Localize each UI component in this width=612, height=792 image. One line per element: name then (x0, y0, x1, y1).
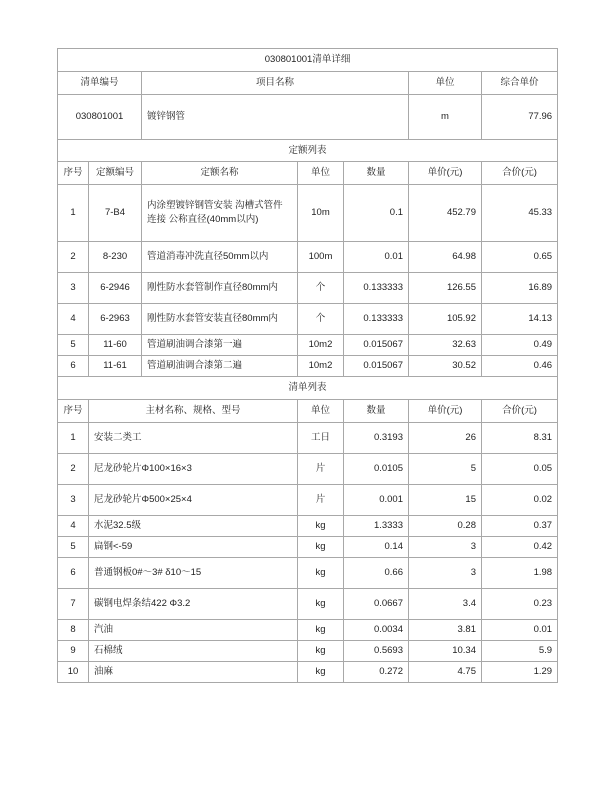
table-row (58, 185, 558, 242)
material-no: 3 (58, 484, 89, 515)
column-header-quota-qty: 数量 (344, 162, 409, 185)
material-no: 6 (58, 557, 89, 588)
quota-price: 105.92 (409, 304, 482, 335)
quota-qty: 0.015067 (344, 335, 409, 356)
material-name: 尼龙砂轮片Φ100×16×3 (89, 453, 298, 484)
table-row (58, 304, 558, 335)
quota-qty: 0.133333 (344, 273, 409, 304)
quota-total: 0.46 (482, 356, 558, 377)
material-no: 7 (58, 588, 89, 619)
material-no: 4 (58, 515, 89, 536)
column-header-quota-no: 序号 (58, 162, 89, 185)
quota-qty: 0.01 (344, 242, 409, 273)
material-name: 油麻 (89, 661, 298, 682)
quota-price: 452.79 (409, 185, 482, 242)
quota-section-banner: 定额列表 (58, 139, 558, 162)
material-name: 尼龙砂轮片Φ500×25×4 (89, 484, 298, 515)
quota-code: 11-60 (89, 335, 142, 356)
quota-unit: 10m2 (298, 356, 344, 377)
material-price: 3 (409, 536, 482, 557)
material-name: 普通钢板0#～3# δ10～15 (89, 557, 298, 588)
material-no: 5 (58, 536, 89, 557)
quota-unit: 100m (298, 242, 344, 273)
material-price: 5 (409, 453, 482, 484)
quota-unit: 个 (298, 304, 344, 335)
material-unit: kg (298, 661, 344, 682)
quota-no: 2 (58, 242, 89, 273)
material-price: 26 (409, 422, 482, 453)
material-name: 安装二类工 (89, 422, 298, 453)
quota-code: 11-61 (89, 356, 142, 377)
quota-code: 6-2946 (89, 273, 142, 304)
material-total: 0.23 (482, 588, 558, 619)
material-unit: kg (298, 515, 344, 536)
material-total: 0.02 (482, 484, 558, 515)
quota-code: 7-B4 (89, 185, 142, 242)
material-qty: 0.3193 (344, 422, 409, 453)
bill-item-name-value: 镀锌钢管 (142, 94, 409, 139)
bill-header-row (58, 94, 558, 139)
quota-price: 64.98 (409, 242, 482, 273)
material-total: 0.01 (482, 619, 558, 640)
material-total: 0.37 (482, 515, 558, 536)
column-header-bill-code: 清单编号 (58, 71, 142, 94)
quota-section-banner-row (58, 139, 558, 162)
quota-name: 刚性防水套管安装直径80mm内 (142, 304, 298, 335)
bill-header-columns (58, 71, 558, 94)
column-header-quota-name: 定额名称 (142, 162, 298, 185)
material-no: 1 (58, 422, 89, 453)
column-header-quota-unit: 单位 (298, 162, 344, 185)
material-qty: 0.66 (344, 557, 409, 588)
material-name: 汽油 (89, 619, 298, 640)
quota-code: 8-230 (89, 242, 142, 273)
quota-no: 1 (58, 185, 89, 242)
column-header-material-price: 单价(元) (409, 399, 482, 422)
material-no: 9 (58, 640, 89, 661)
column-header-quota-price: 单价(元) (409, 162, 482, 185)
column-header-comprehensive-price: 综合单价 (482, 71, 558, 94)
material-column-headers (58, 399, 558, 422)
bill-detail-table (57, 48, 558, 683)
column-header-material-unit: 单位 (298, 399, 344, 422)
bill-unit-price-value: 77.96 (482, 94, 558, 139)
quota-qty: 0.1 (344, 185, 409, 242)
material-unit: 片 (298, 453, 344, 484)
table-row (58, 453, 558, 484)
material-name: 碳钢电焊条结422 Φ3.2 (89, 588, 298, 619)
material-price: 3.4 (409, 588, 482, 619)
column-header-unit: 单位 (409, 71, 482, 94)
quota-price: 126.55 (409, 273, 482, 304)
quota-no: 5 (58, 335, 89, 356)
material-total: 8.31 (482, 422, 558, 453)
material-name: 扁钢<-59 (89, 536, 298, 557)
table-row (58, 661, 558, 682)
material-no: 2 (58, 453, 89, 484)
material-total: 1.98 (482, 557, 558, 588)
quota-price: 32.63 (409, 335, 482, 356)
table-row (58, 273, 558, 304)
material-total: 0.42 (482, 536, 558, 557)
material-section-banner: 清单列表 (58, 377, 558, 400)
quota-column-headers (58, 162, 558, 185)
material-price: 3 (409, 557, 482, 588)
table-row (58, 242, 558, 273)
table-row (58, 588, 558, 619)
material-qty: 0.0034 (344, 619, 409, 640)
quota-no: 4 (58, 304, 89, 335)
material-qty: 0.0667 (344, 588, 409, 619)
quota-total: 16.89 (482, 273, 558, 304)
page-title: 030801001清单详细 (58, 49, 558, 72)
column-header-quota-code: 定额编号 (89, 162, 142, 185)
material-no: 8 (58, 619, 89, 640)
quota-name: 管道刷油调合漆第一遍 (142, 335, 298, 356)
column-header-material-name: 主材名称、规格、型号 (89, 399, 298, 422)
material-qty: 0.0105 (344, 453, 409, 484)
quota-no: 6 (58, 356, 89, 377)
material-qty: 0.272 (344, 661, 409, 682)
quota-total: 14.13 (482, 304, 558, 335)
column-header-quota-total: 合价(元) (482, 162, 558, 185)
column-header-material-no: 序号 (58, 399, 89, 422)
quota-qty: 0.015067 (344, 356, 409, 377)
table-row (58, 619, 558, 640)
material-price: 4.75 (409, 661, 482, 682)
material-name: 石棉绒 (89, 640, 298, 661)
material-unit: kg (298, 588, 344, 619)
document-title-row (58, 49, 558, 72)
material-price: 10.34 (409, 640, 482, 661)
column-header-item-name: 项目名称 (142, 71, 409, 94)
quota-total: 45.33 (482, 185, 558, 242)
material-unit: kg (298, 640, 344, 661)
material-unit: kg (298, 557, 344, 588)
quota-unit: 10m (298, 185, 344, 242)
quota-unit: 个 (298, 273, 344, 304)
table-row (58, 335, 558, 356)
table-row (58, 557, 558, 588)
table-row (58, 515, 558, 536)
table-row (58, 640, 558, 661)
quota-name: 管道刷油调合漆第二遍 (142, 356, 298, 377)
table-row (58, 484, 558, 515)
material-name: 水泥32.5级 (89, 515, 298, 536)
column-header-material-total: 合价(元) (482, 399, 558, 422)
table-row (58, 422, 558, 453)
column-header-material-qty: 数量 (344, 399, 409, 422)
quota-price: 30.52 (409, 356, 482, 377)
table-row (58, 356, 558, 377)
material-qty: 0.5693 (344, 640, 409, 661)
material-unit: 工日 (298, 422, 344, 453)
bill-code-value: 030801001 (58, 94, 142, 139)
material-price: 0.28 (409, 515, 482, 536)
table-row (58, 536, 558, 557)
material-no: 10 (58, 661, 89, 682)
material-unit: kg (298, 536, 344, 557)
material-qty: 0.001 (344, 484, 409, 515)
quota-name: 内涂塑镀锌钢管安装 沟槽式管件连接 公称直径(40mm以内) (142, 185, 298, 242)
quota-total: 0.49 (482, 335, 558, 356)
quota-unit: 10m2 (298, 335, 344, 356)
material-total: 1.29 (482, 661, 558, 682)
material-price: 15 (409, 484, 482, 515)
quota-name: 刚性防水套管制作直径80mm内 (142, 273, 298, 304)
quota-total: 0.65 (482, 242, 558, 273)
material-qty: 1.3333 (344, 515, 409, 536)
quota-qty: 0.133333 (344, 304, 409, 335)
quota-no: 3 (58, 273, 89, 304)
quota-name: 管道消毒冲洗直径50mm以内 (142, 242, 298, 273)
material-price: 3.81 (409, 619, 482, 640)
material-unit: 片 (298, 484, 344, 515)
material-total: 0.05 (482, 453, 558, 484)
material-qty: 0.14 (344, 536, 409, 557)
quota-code: 6-2963 (89, 304, 142, 335)
material-section-banner-row (58, 377, 558, 400)
bill-unit-value: m (409, 94, 482, 139)
material-unit: kg (298, 619, 344, 640)
material-total: 5.9 (482, 640, 558, 661)
